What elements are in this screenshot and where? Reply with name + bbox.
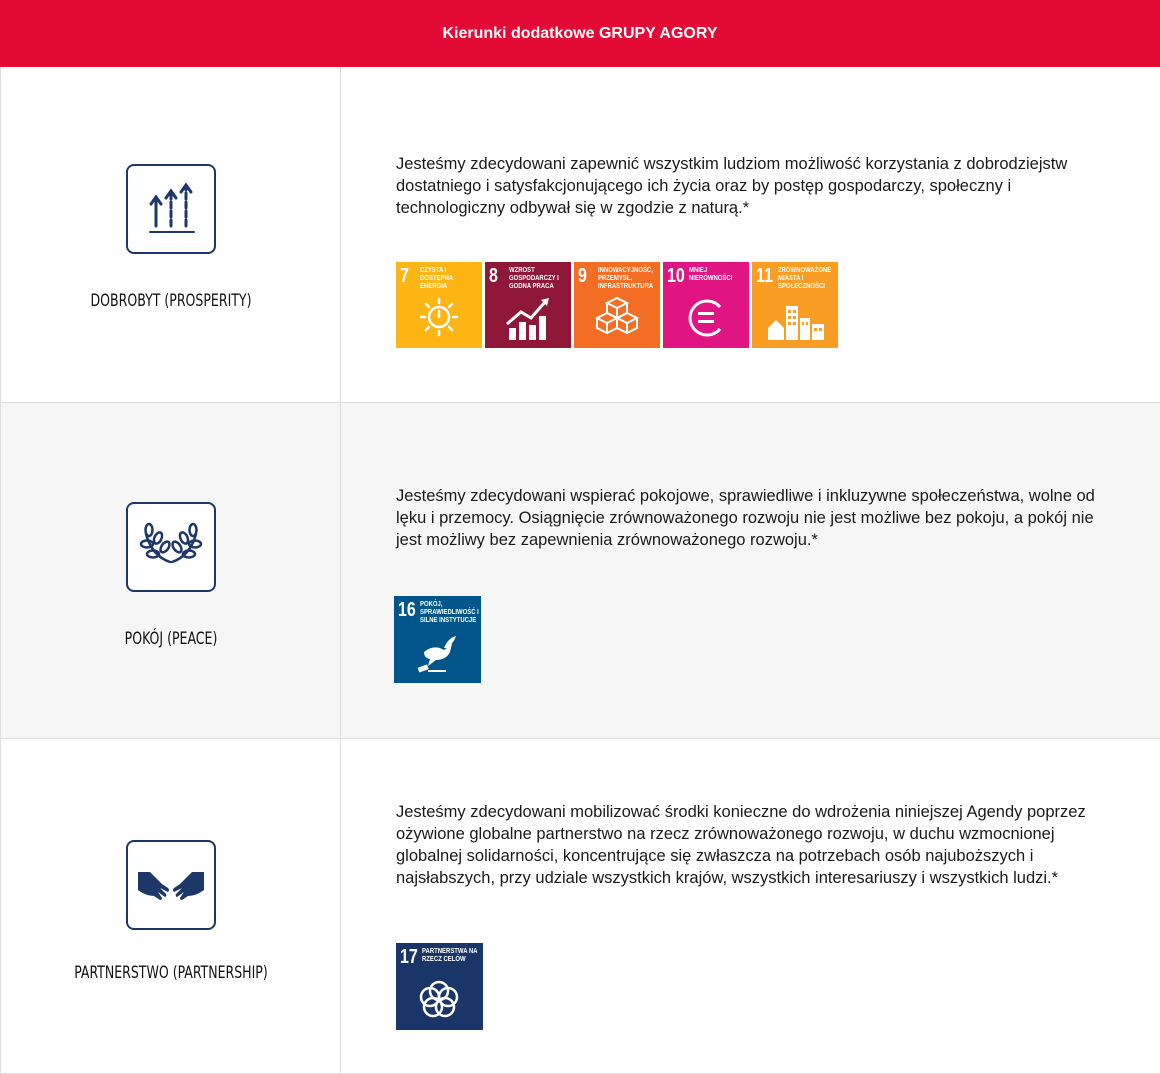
goal-number: 17 [400,946,418,968]
goal-label: POKÓJ, SPRAWIEDLIWOŚĆ I SILNE INSTYTUCJE [420,601,479,624]
goal-label: ZRÓWNOWAŻONE MIASTA I SPOŁECZNOŚCI [778,267,832,290]
category-label: PARTNERSTWO (PARTNERSHIP) [74,963,268,983]
sun-power-icon [396,262,482,348]
sdg-goals [396,943,483,1030]
sdg-goals [394,596,481,683]
city-icon [752,262,838,348]
directions-table [0,67,1160,1074]
sdg-tile-16 [394,596,481,683]
sdg-goals [396,262,838,348]
goal-label: INNOWACYJNOŚĆ, PRZEMYSŁ, INFRASTRUKTURA [598,267,654,290]
sdg-tile-10 [663,262,749,348]
goal-number: 16 [398,599,416,621]
goal-label: MNIEJ NIERÓWNOŚCI [689,267,733,282]
category-cell [1,739,341,1073]
laurel-icon [126,502,216,592]
direction-description: Jesteśmy zdecydowani zapewnić wszystkim ludziom możliwość korzystania z dobrodziejstw dostatniego i satysfakcjonującego ich życia oraz by postęp gospodarczy, społeczny i technologiczny odbywał się w zgodzie z naturą.* [396,155,1068,217]
equality-icon [663,262,749,348]
dove-gavel-icon [394,596,481,683]
rings-icon [396,943,483,1030]
content-cell [341,67,1160,402]
page-header [0,0,1160,67]
sdg-tile-17 [396,943,483,1030]
arrows-up-icon [126,164,216,254]
goal-label: PARTNERSTWA NA RZECZ CELÓW [422,948,478,963]
goal-number: 8 [489,265,498,287]
sdg-tile-8 [485,262,571,348]
goal-number: 11 [756,265,773,287]
table-row-partnership [1,739,1160,1074]
goal-number: 10 [667,265,685,287]
sdg-tile-11 [752,262,838,348]
category-label: POKÓJ (PEACE) [124,629,218,649]
goal-label: WZROST GOSPODARCZY I GODNA PRACA [509,267,559,290]
table-row-prosperity [1,67,1160,403]
goal-label: CZYSTA I DOSTĘPNA ENERGIA [420,267,453,290]
sdg-tile-7 [396,262,482,348]
category-cell [1,403,341,738]
direction-description: Jesteśmy zdecydowani wspierać pokojowe, sprawiedliwe i inkluzywne społeczeństwa, wolne od lęku i przemocy. Osiągnięcie zrównoważonego rozwoju nie jest możliwe bez pokoju, a pokój nie jest możliwy bez zapewnienia zrównoważonego rozwoju.* [396,487,1095,549]
category-cell [1,67,341,402]
goal-number: 7 [400,265,409,287]
cubes-icon [574,262,660,348]
growth-chart-icon [485,262,571,348]
hands-icon [126,840,216,930]
header-title: Kierunki dodatkowe GRUPY AGORY [442,24,718,42]
table-row-peace [1,403,1160,739]
direction-description: Jesteśmy zdecydowani mobilizować środki konieczne do wdrożenia niniejszej Agendy poprzez ożywione globalne partnerstwo na rzecz zrównoważonego rozwoju, w duchu wzmocnionej globalnej solidarności, koncentrujące się zwłaszcza na potrzebach osób najuboższych i najsłabszych, przy udziale wszystkich krajów, wszystkich interesariuszy i wszystkich ludzi.* [396,803,1086,887]
category-label: DOBROBYT (PROSPERITY) [90,291,252,311]
content-cell [341,403,1160,738]
goal-number: 9 [578,265,587,287]
sdg-tile-9 [574,262,660,348]
content-cell [341,739,1160,1073]
